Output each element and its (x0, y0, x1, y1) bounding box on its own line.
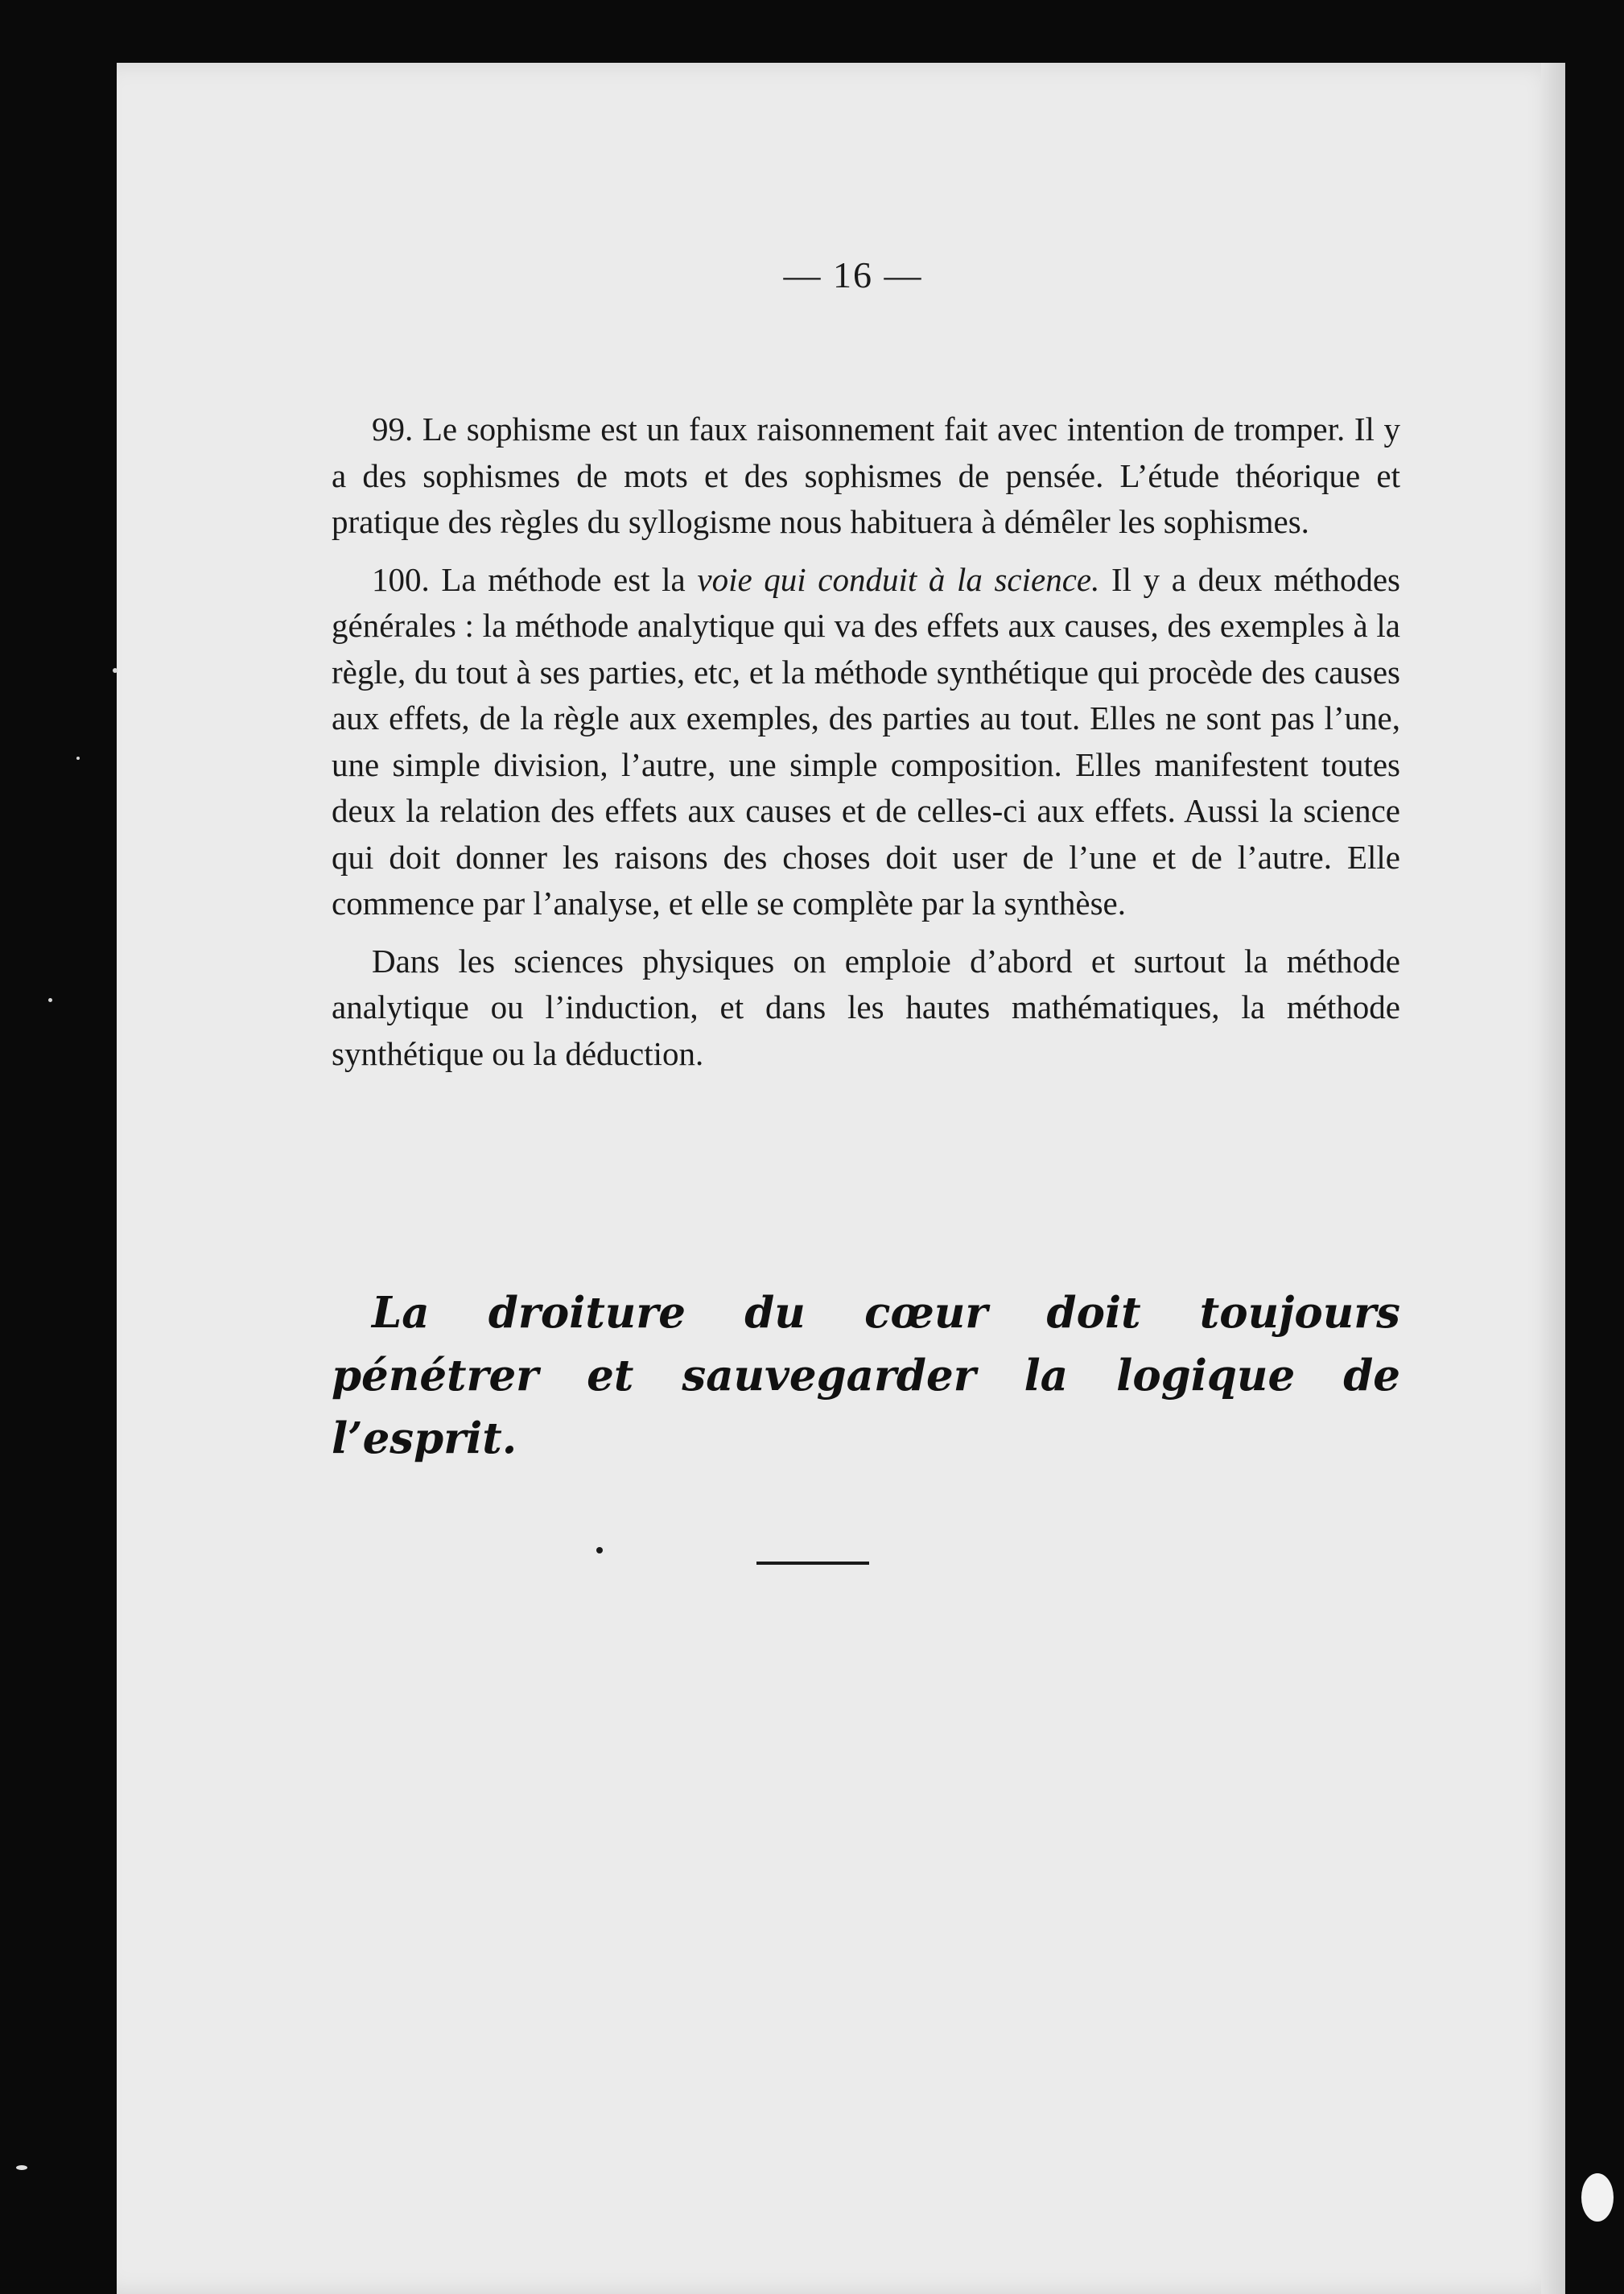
ink-dot (596, 1547, 603, 1553)
end-rule (756, 1562, 869, 1565)
paragraph-text: 100. La méthode est la (372, 560, 698, 598)
scan-speck (76, 757, 80, 760)
page-number: — 16 — (783, 254, 923, 295)
paragraph-99 (332, 406, 1400, 546)
paragraph-text: 99. Le sophisme est un faux raisonnement fait avec intention de tromper. Il y a des sophismes de mots et des sophismes de pensée. L’étude théorique et pratique des règles du syllogisme nous habituera à démêler les sophismes. (332, 411, 1400, 540)
body-text (332, 406, 1400, 1077)
scan-speck (16, 2165, 27, 2170)
page-edge-shadow (1541, 63, 1565, 2294)
scan-speck (113, 668, 117, 673)
paragraph-italic-text: voie qui conduit à la science. (697, 560, 1100, 598)
paragraph-text: Il y a deux méthodes générales : la méthode analytique qui va des effets aux causes, des exemples à la règle, du tout à ses parties, etc, et la méthode synthétique qui procède des causes aux effets, de la règle aux exemples, des parties au tout. Elles ne sont pas l’une, une simple division, l’autre, une simple composition. Elles manifestent toutes deux la relation des effets aux causes et de celles-ci aux effets. Aussi la science qui doit donner les raisons des choses doit user de l’une et de l’autre. Elle commence par l’analyse, et elle se complète par la synthèse. (332, 560, 1401, 922)
paragraph-sciences (332, 939, 1400, 1078)
scan-glare (1581, 2173, 1614, 2222)
paragraph-text: Dans les sciences physiques on emploie d’abord et surtout la méthode analytique ou l’induction, et dans les hautes mathématiques, la méthode synthétique ou la déduction. (332, 942, 1400, 1072)
scanned-page (117, 63, 1565, 2294)
motto: La droiture du cœur doit toujours pénétrer et sauvegarder la logique de l’esprit. (332, 1288, 1400, 1463)
paragraph-100 (332, 557, 1400, 927)
scan-speck (48, 998, 52, 1002)
